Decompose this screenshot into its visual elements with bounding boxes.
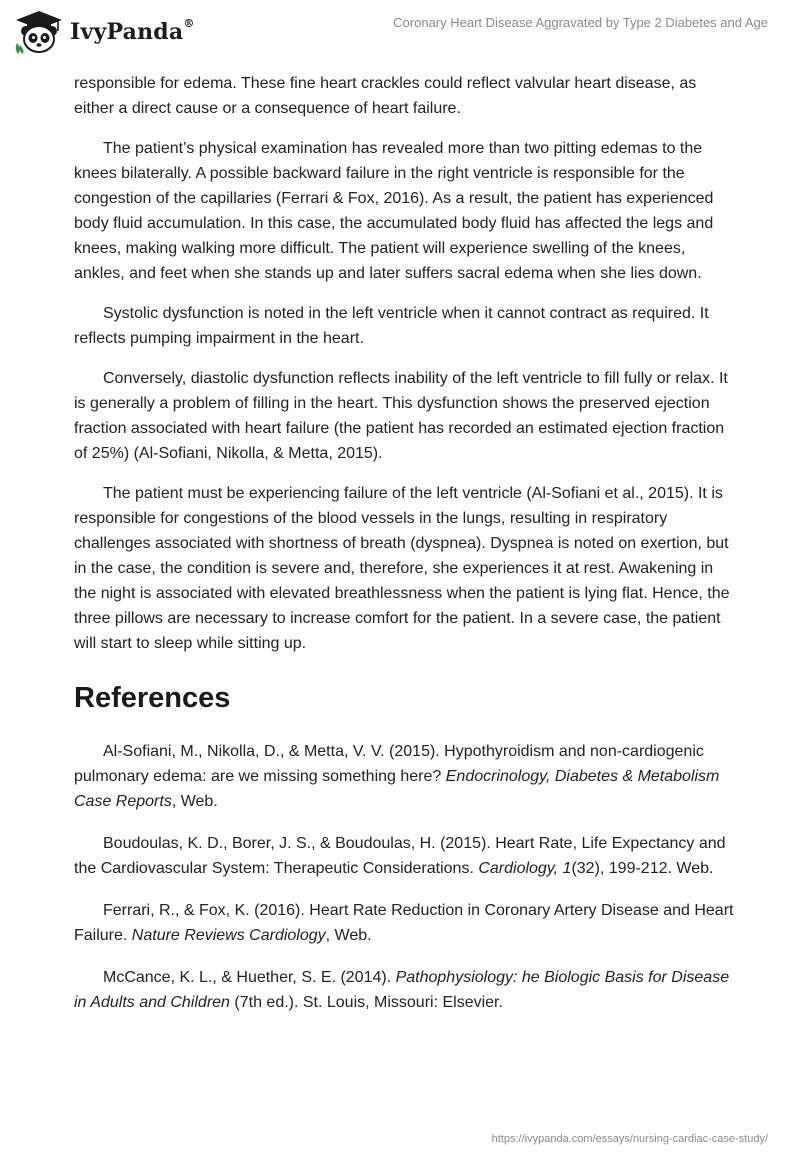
ivypanda-logo[interactable] — [14, 8, 204, 56]
reference-item: McCance, K. L., & Huether, S. E. (2014). Pathophysiology: he Biologic Basis for Disease in Adults and Children (7th ed.). St. Louis, Missouri: Elsevier. — [74, 969, 730, 1011]
reference-item: Boudoulas, K. D., Borer, J. S., & Boudoulas, H. (2015). Heart Rate, Life Expectancy and the Cardiovascular System: Therapeutic Considerations. Cardiology, 1(32), 199-212. Web. — [74, 835, 726, 877]
paragraph: Conversely, diastolic dysfunction reflects inability of the left ventricle to fill fully or relax. It is generally a problem of filling in the heart. This dysfunction shows the preserved ejection fraction associated with heart failure (the patient has recorded an estimated ejection fraction of 25%) (Al-Sofiani, Nikolla, & Metta, 2015). — [74, 370, 728, 462]
paragraph: The patient’s physical examination has revealed more than two pitting edemas to the knees bilaterally. A possible backward failure in the right ventricle is responsible for the congestion of the capillaries (Ferrari & Fox, 2016). As a result, the patient has experienced body fluid accumulation. In this case, the accumulated body fluid has affected the legs and knees, making walking more difficult. The patient will experience swelling of the knees, ankles, and feet when she stands up and later suffers sacral edema when she lies down. — [74, 140, 714, 282]
essay-content — [74, 71, 734, 1032]
document-title: Coronary Heart Disease Aggravated by Type 2 Diabetes and Age — [393, 15, 768, 30]
source-url[interactable]: https://ivypanda.com/essays/nursing-cardiac-case-study/ — [491, 1133, 768, 1145]
logo-text: IvyPanda® — [70, 17, 195, 45]
reference-item: Ferrari, R., & Fox, K. (2016). Heart Rate Reduction in Coronary Artery Disease and Heart Failure. Nature Reviews Cardiology, Web. — [74, 902, 734, 944]
page-header — [0, 0, 800, 62]
reference-item: Al-Sofiani, M., Nikolla, D., & Metta, V. V. (2015). Hypothyroidism and non-cardiogenic pulmonary edema: are we missing something here? Endocrinology, Diabetes & Metabolism Case Reports, Web. — [74, 743, 720, 810]
paragraph: Systolic dysfunction is noted in the left ventricle when it cannot contract as required. It reflects pumping impairment in the heart. — [74, 305, 709, 347]
references-heading: References — [74, 682, 231, 714]
paragraph: responsible for edema. These fine heart crackles could reflect valvular heart disease, as either a direct cause or a consequence of heart failure. — [74, 75, 697, 117]
paragraph: The patient must be experiencing failure of the left ventricle (Al-Sofiani et al., 2015). It is responsible for congestions of the blood vessels in the lungs, resulting in respiratory challenges associated with shortness of breath (dyspnea). Dyspnea is noted on exertion, but in the case, the condition is severe and, therefore, she experiences it at rest. Awakening in the night is associated with elevated breathlessness when the patient is lying flat. Hence, the three pillows are necessary to increase comfort for the patient. In a severe case, the patient will start to sleep while sitting up. — [74, 485, 730, 652]
panda-graduate-icon — [14, 9, 64, 55]
